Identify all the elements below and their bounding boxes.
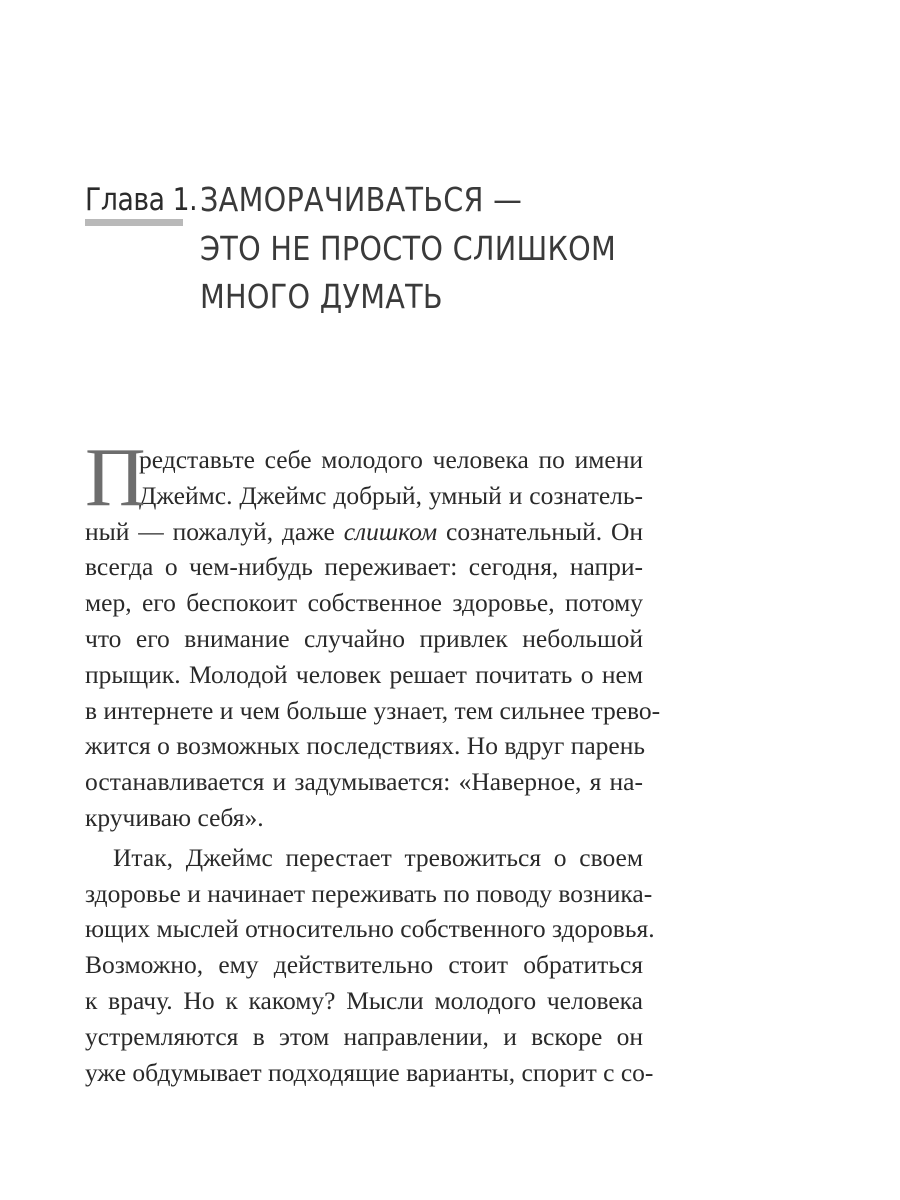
text-line: здоровье и начинает переживать по поводу возника- (85, 878, 653, 908)
text-line: кручиваю себя». (85, 802, 264, 832)
text-line: что его внимание случайно привлек небольшой (85, 623, 643, 653)
paragraph-2 (85, 840, 655, 1091)
text-line: в интернете и чем больше узнает, тем сильнее трево- (85, 695, 661, 725)
text-line: всегда о чем-нибудь переживает: сегодня, напри- (85, 552, 643, 582)
text-line: Джеймс. Джеймс добрый, умный и сознатель- (139, 480, 643, 510)
chapter-label-underline (85, 219, 183, 226)
text-line: уже обдумывает подходящие варианты, спорит с со- (85, 1057, 654, 1087)
chapter-title-line: ЭТО НЕ ПРОСТО СЛИШКОМ (200, 228, 617, 268)
text-line: жится о возможных последствиях. Но вдруг парень (85, 731, 646, 761)
chapter-title-line: МНОГО ДУМАТЬ (200, 277, 443, 316)
chapter-title (200, 176, 722, 322)
paragraph-1 (85, 431, 661, 836)
chapter-label: Глава 1. (85, 182, 198, 218)
text-fragment: сознательный. Он (446, 516, 644, 546)
body-text (85, 431, 661, 1090)
text-line: Возможно, ему действительно стоит обратиться (85, 950, 643, 980)
text-line: мер, его беспокоит собственное здоровье, потому (85, 588, 643, 618)
text-line: прыщик. Молодой человек решает почитать о нем (85, 659, 643, 689)
text-line: к врачу. Но к какому? Мысли молодого человека (85, 985, 643, 1015)
text-line: Итак, Джеймс перестает тревожиться о своем (113, 842, 643, 872)
text-fragment: ный — пожалуй, даже (85, 516, 335, 546)
text-line (85, 514, 643, 550)
text-line: ющих мыслей относительно собственного здоровья. (85, 914, 655, 944)
text-line: устремляются в этом направлении, и вскоре он (85, 1021, 643, 1051)
drop-cap: П (85, 431, 146, 524)
emphasis-text: слишком (343, 516, 438, 546)
text-line: останавливается и задумывается: «Наверное, я на- (85, 767, 643, 797)
chapter-title-line: ЗАМОРАЧИВАТЬСЯ — (200, 180, 523, 219)
chapter-heading (85, 176, 805, 316)
text-line: редставьте себе молодого человека по имени (139, 445, 643, 474)
